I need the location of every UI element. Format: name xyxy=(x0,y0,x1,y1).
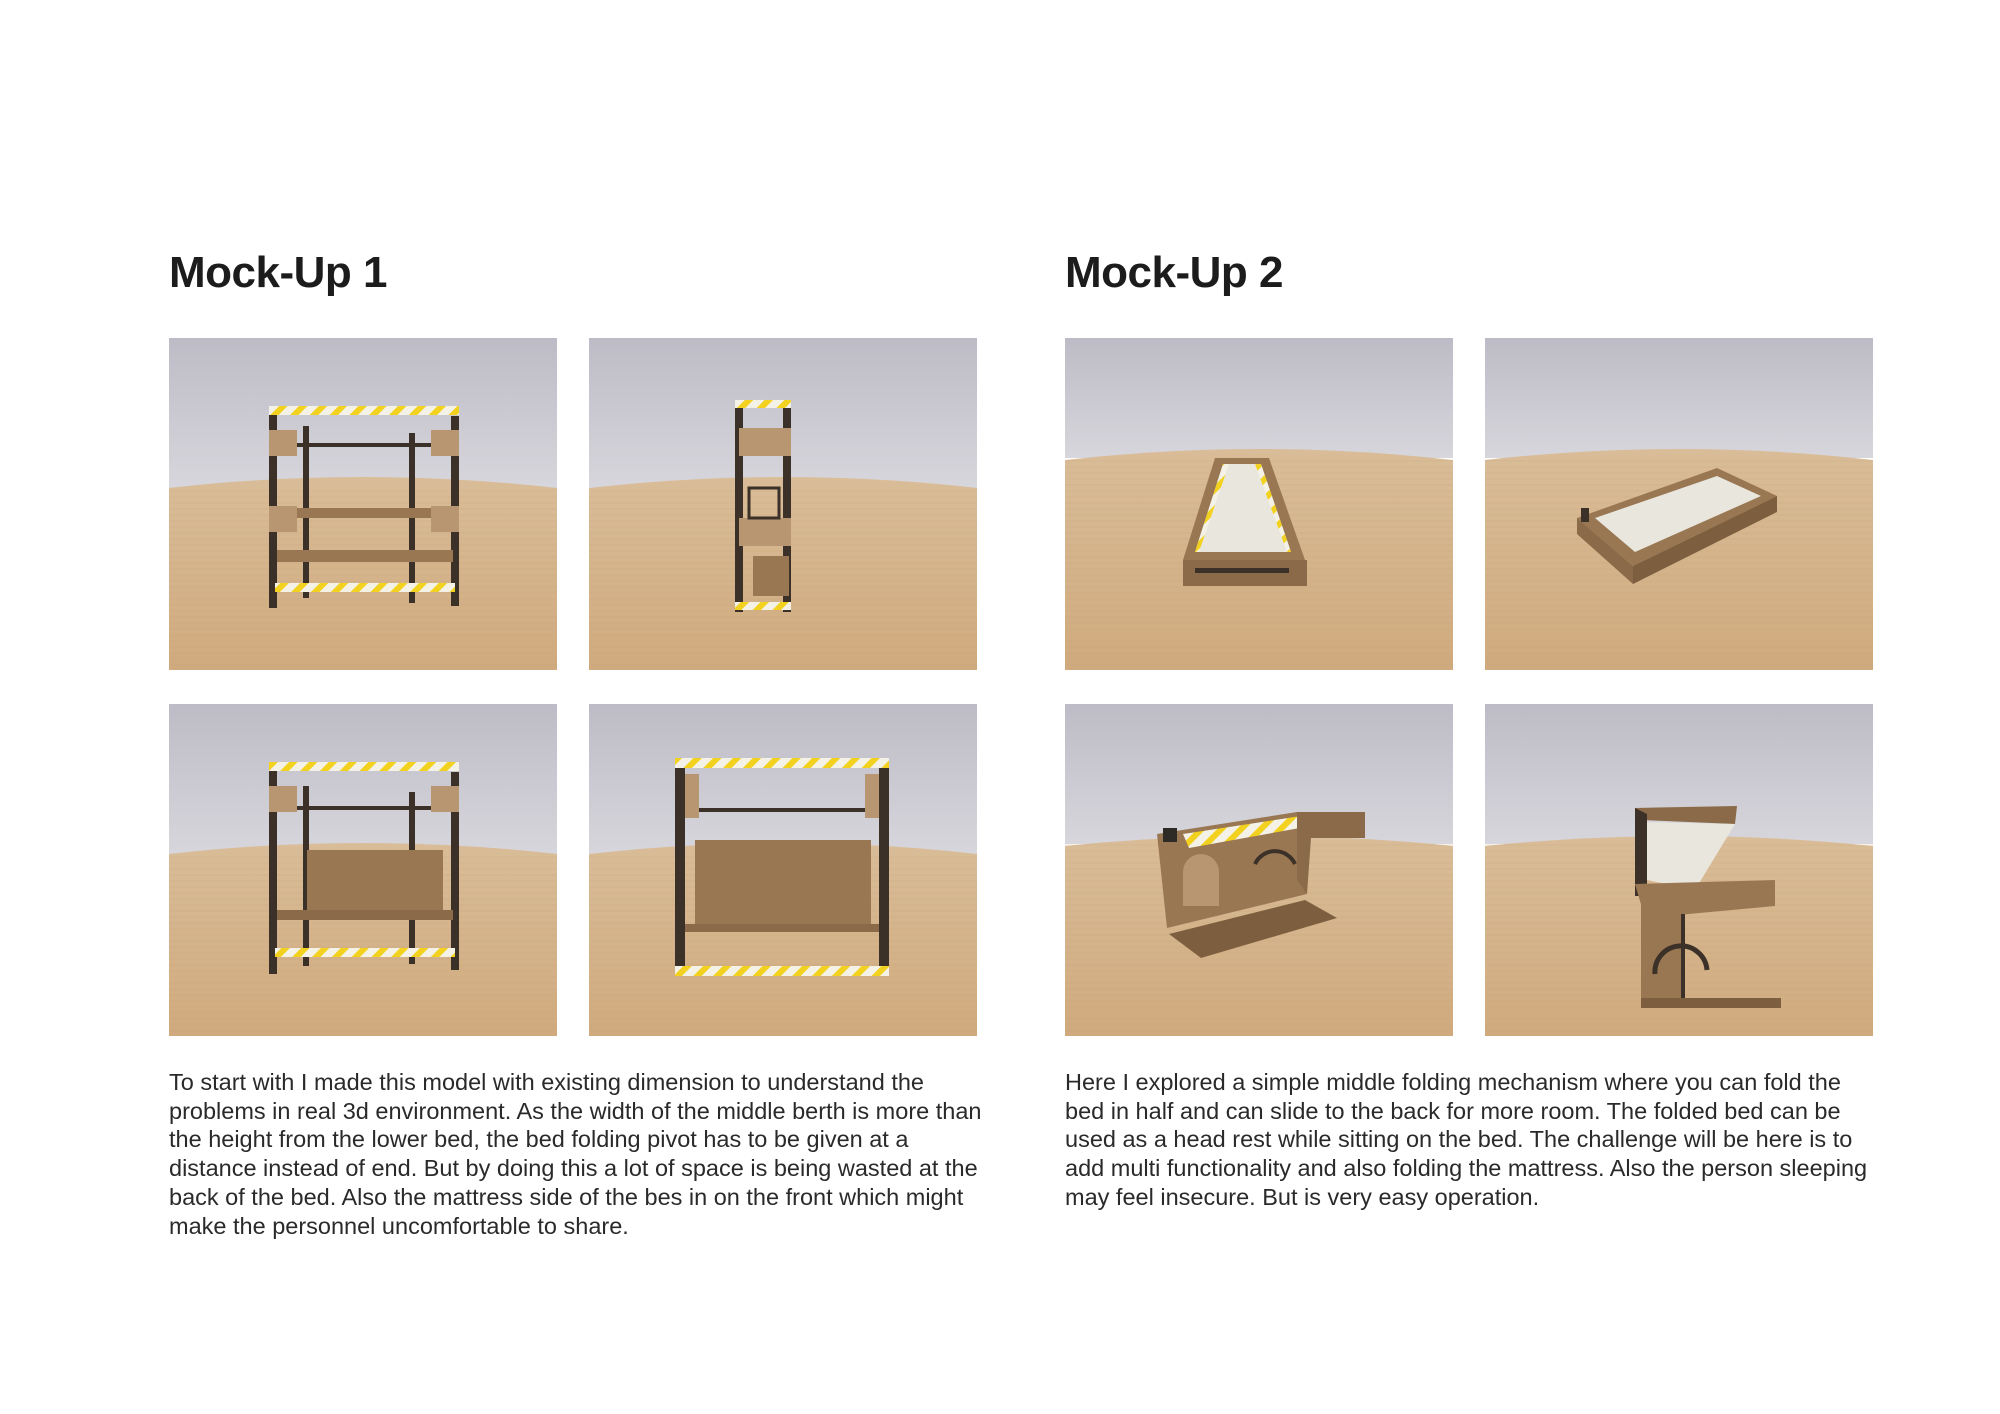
mockup-1-photo-folded-straight xyxy=(589,704,977,1036)
mockup-1-photo-side xyxy=(589,338,977,670)
mockup-2-photo-folded-side xyxy=(1485,704,1873,1036)
mockup-1-title: Mock-Up 1 xyxy=(169,248,387,297)
mockup-1-photo-front xyxy=(169,338,557,670)
mockup-2-photo-flat-angle xyxy=(1485,338,1873,670)
mockup-1-photo-folded-front xyxy=(169,704,557,1036)
mockup-2-title: Mock-Up 2 xyxy=(1065,248,1283,297)
mockup-2-description: Here I explored a simple middle folding mechanism where you can fold the bed in half and can slide to the back for more room. The folded bed can be used as a head rest while sitting on the bed. The challenge will be here is to add multi functionality and also folding the mattress. Also the person sleeping may feel insecure. But is very easy operation. xyxy=(1065,1069,1868,1210)
mockup-1-description: To start with I made this model with existing dimension to understand the problems in real 3d environment. As the width of the middle berth is more than the height from the lower bed, the bed folding pivot has to be given at a distance instead of end. But by doing this a lot of space is being wasted at the back of the bed. Also the mattress side of the bes in on the front which might make the personnel uncomfortable to share. xyxy=(169,1069,982,1239)
mockup-2-photo-flat xyxy=(1065,338,1453,670)
mockup-2-photo-folded-angle xyxy=(1065,704,1453,1036)
